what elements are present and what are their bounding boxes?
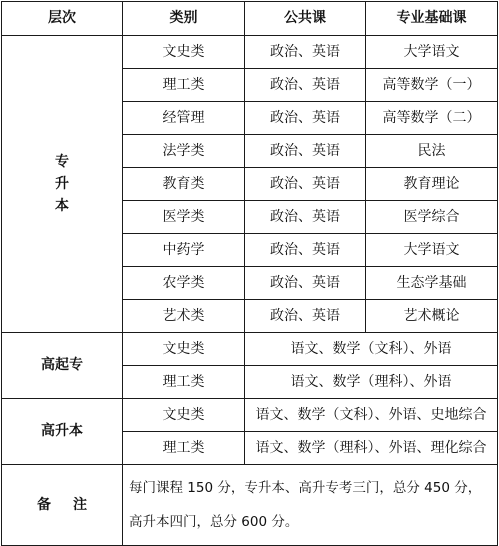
category-cell: 艺术类: [123, 300, 245, 333]
note-row: [2, 465, 498, 546]
subjects-cell: 语文、数学（理科）、外语: [245, 366, 498, 399]
subjects-cell: 语文、数学（文科）、外语: [245, 333, 498, 366]
public-course-cell: 政治、英语: [245, 69, 366, 102]
header-public-course: 公共课: [245, 2, 366, 36]
category-cell: 理工类: [123, 432, 245, 465]
exam-subjects-table: [1, 1, 498, 546]
category-cell: 教育类: [123, 168, 245, 201]
level-gsb-cell: 高升本: [2, 399, 123, 465]
professional-course-cell: 高等数学（二）: [366, 102, 498, 135]
category-cell: 理工类: [123, 69, 245, 102]
header-professional-course: 专业基础课: [366, 2, 498, 36]
subjects-cell: 语文、数学（理科）、外语、理化综合: [245, 432, 498, 465]
category-cell: 理工类: [123, 366, 245, 399]
professional-course-cell: 艺术概论: [366, 300, 498, 333]
professional-course-cell: 生态学基础: [366, 267, 498, 300]
public-course-cell: 政治、英语: [245, 267, 366, 300]
category-cell: 文史类: [123, 36, 245, 69]
professional-course-cell: 大学语文: [366, 36, 498, 69]
professional-course-cell: 医学综合: [366, 201, 498, 234]
category-cell: 文史类: [123, 333, 245, 366]
public-course-cell: 政治、英语: [245, 168, 366, 201]
public-course-cell: 政治、英语: [245, 201, 366, 234]
level-zsb-cell: [2, 36, 123, 333]
professional-course-cell: 大学语文: [366, 234, 498, 267]
note-text: 每门课程 150 分，专升本、高升专考三门，总分 450 分，高升本四门，总分 600 分。: [123, 465, 498, 546]
table-row: [2, 399, 498, 432]
professional-course-cell: 民法: [366, 135, 498, 168]
table-row: [2, 36, 498, 69]
category-cell: 中药学: [123, 234, 245, 267]
category-cell: 文史类: [123, 399, 245, 432]
table-row: [2, 333, 498, 366]
category-cell: 法学类: [123, 135, 245, 168]
level-gqz-cell: 高起专: [2, 333, 123, 399]
public-course-cell: 政治、英语: [245, 234, 366, 267]
professional-course-cell: 教育理论: [366, 168, 498, 201]
public-course-cell: 政治、英语: [245, 102, 366, 135]
professional-course-cell: 高等数学（一）: [366, 69, 498, 102]
public-course-cell: 政治、英语: [245, 36, 366, 69]
category-cell: 医学类: [123, 201, 245, 234]
header-level: 层次: [2, 2, 123, 36]
level-zsb-label: 专升本: [55, 154, 69, 214]
note-label: 备注: [37, 496, 109, 513]
header-row: [2, 2, 498, 36]
category-cell: 农学类: [123, 267, 245, 300]
subjects-cell: 语文、数学（文科）、外语、史地综合: [245, 399, 498, 432]
header-category: 类别: [123, 2, 245, 36]
category-cell: 经管理: [123, 102, 245, 135]
public-course-cell: 政治、英语: [245, 135, 366, 168]
note-label-cell: [2, 465, 123, 546]
public-course-cell: 政治、英语: [245, 300, 366, 333]
